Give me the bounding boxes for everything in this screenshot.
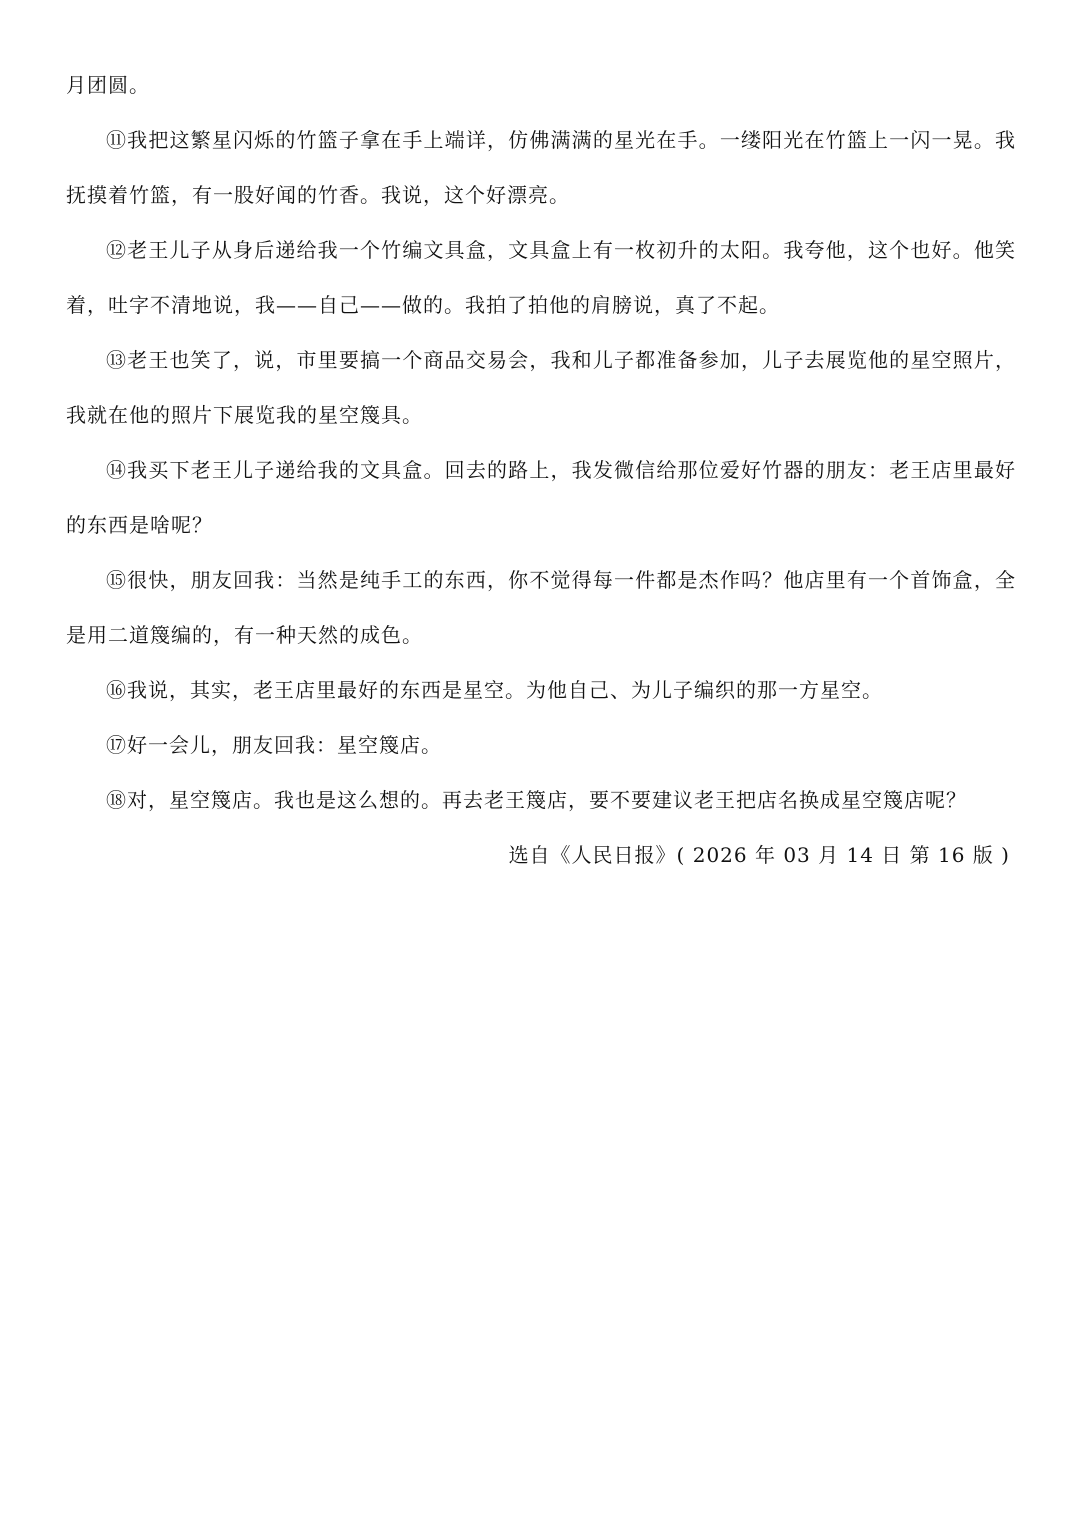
paragraph-continuation: 月团圆。 xyxy=(66,73,150,97)
paragraph-16: ⑯我说，其实，老王店里最好的东西是星空。为他自己、为儿子编织的那一方星空。 xyxy=(106,678,883,702)
article-body xyxy=(66,58,1016,883)
source-citation: 选自《人民日报》( 2026 年 03 月 14 日 第 16 版 ) xyxy=(508,843,1010,867)
paragraph-13: ⑬老王也笑了，说，市里要搞一个商品交易会，我和儿子都准备参加，儿子去展览他的星空照片，我就在他的照片下展览我的星空篾具。 xyxy=(66,348,1016,427)
paragraph-17: ⑰好一会儿，朋友回我：星空篾店。 xyxy=(106,733,442,757)
paragraph-15: ⑮很快，朋友回我：当然是纯手工的东西，你不觉得每一件都是杰作吗？他店里有一个首饰盒，全是用二道篾编的，有一种天然的成色。 xyxy=(66,568,1016,647)
paragraph-18: ⑱对，星空篾店。我也是这么想的。再去老王篾店，要不要建议老王把店名换成星空篾店呢？ xyxy=(106,788,967,812)
paragraph-11: ⑪我把这繁星闪烁的竹篮子拿在手上端详，仿佛满满的星光在手。一缕阳光在竹篮上一闪一晃。我抚摸着竹篮，有一股好闻的竹香。我说，这个好漂亮。 xyxy=(66,128,1016,207)
paragraph-12: ⑫老王儿子从身后递给我一个竹编文具盒，文具盒上有一枚初升的太阳。我夸他，这个也好。他笑着，吐字不清地说，我——自己——做的。我拍了拍他的肩膀说，真了不起。 xyxy=(66,238,1016,317)
paragraph-14: ⑭我买下老王儿子递给我的文具盒。回去的路上，我发微信给那位爱好竹器的朋友：老王店里最好的东西是啥呢？ xyxy=(66,458,1016,537)
